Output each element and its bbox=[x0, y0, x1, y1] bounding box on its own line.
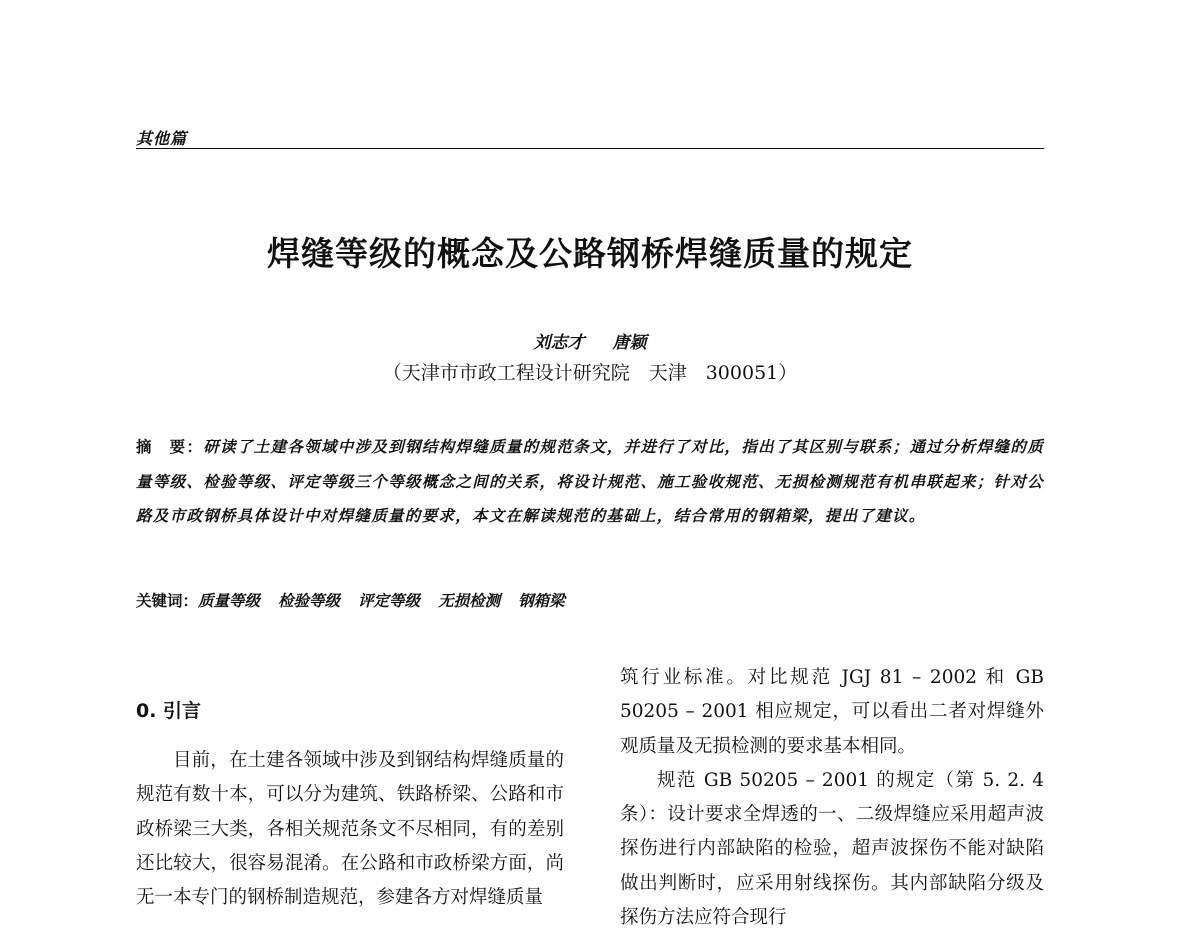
keyword: 质量等级 bbox=[198, 591, 261, 610]
keyword: 无损检测 bbox=[438, 591, 501, 610]
right-column bbox=[620, 661, 1044, 935]
header-rule bbox=[136, 148, 1044, 149]
author-name: 唐颖 bbox=[612, 333, 647, 353]
body-paragraph: 规范 GB 50205 – 2001 的规定（第 5. 2. 4 条）：设计要求全焊透的一、二级焊缝应采用超声波探伤进行内部缺陷的检验，超声波探伤不能对缺陷做出判断时，应采用射线探伤。其内部缺陷分级及探伤方法应符合现行 bbox=[620, 769, 1044, 929]
keyword: 评定等级 bbox=[358, 591, 421, 610]
section-heading: 0. 引言 bbox=[136, 700, 202, 722]
body-paragraph: 筑行业标准。对比规范 JGJ 81 – 2002 和 GB 50205 – 2001 相应规定，可以看出二者对焊缝外观质量及无损检测的要求基本相同。 bbox=[620, 667, 1044, 757]
body-paragraph: 目前，在土建各领域中涉及到钢结构焊缝质量的规范有数十本，可以分为建筑、铁路桥梁、公路和市政桥梁三大类，各相关规范条文不尽相同，有的差别还比较大，很容易混淆。在公路和市政桥梁方面，尚无一本专门的钢桥制造规范，参建各方对焊缝质量 bbox=[136, 750, 564, 909]
keywords-label: 关键词： bbox=[136, 591, 199, 610]
article-title: 焊缝等级的概念及公路钢桥焊缝质量的规定 bbox=[267, 234, 913, 273]
keyword: 检验等级 bbox=[278, 591, 341, 610]
section-label: 其他篇 bbox=[136, 129, 188, 148]
keywords bbox=[136, 586, 1044, 616]
abstract-label: 摘 要： bbox=[136, 437, 204, 456]
left-column bbox=[136, 696, 564, 915]
author-name: 刘志才 bbox=[533, 333, 585, 353]
keyword: 钢箱梁 bbox=[518, 591, 565, 610]
abstract-text: 研读了土建各领域中涉及到钢结构焊缝质量的规范条文，并进行了对比，指出了其区别与联系；通过分析焊缝的质量等级、检验等级、评定等级三个等级概念之间的关系，将设计规范、施工验收规范、无损检测规范有机串联起来；针对公路及市政钢桥具体设计中对焊缝质量的要求，本文在解读规范的基础上，结合常用的钢箱梁，提出了建议。 bbox=[136, 437, 1044, 525]
affiliation: （天津市市政工程设计研究院 天津 300051） bbox=[382, 362, 798, 384]
abstract bbox=[136, 430, 1044, 534]
author-list bbox=[0, 328, 1180, 353]
